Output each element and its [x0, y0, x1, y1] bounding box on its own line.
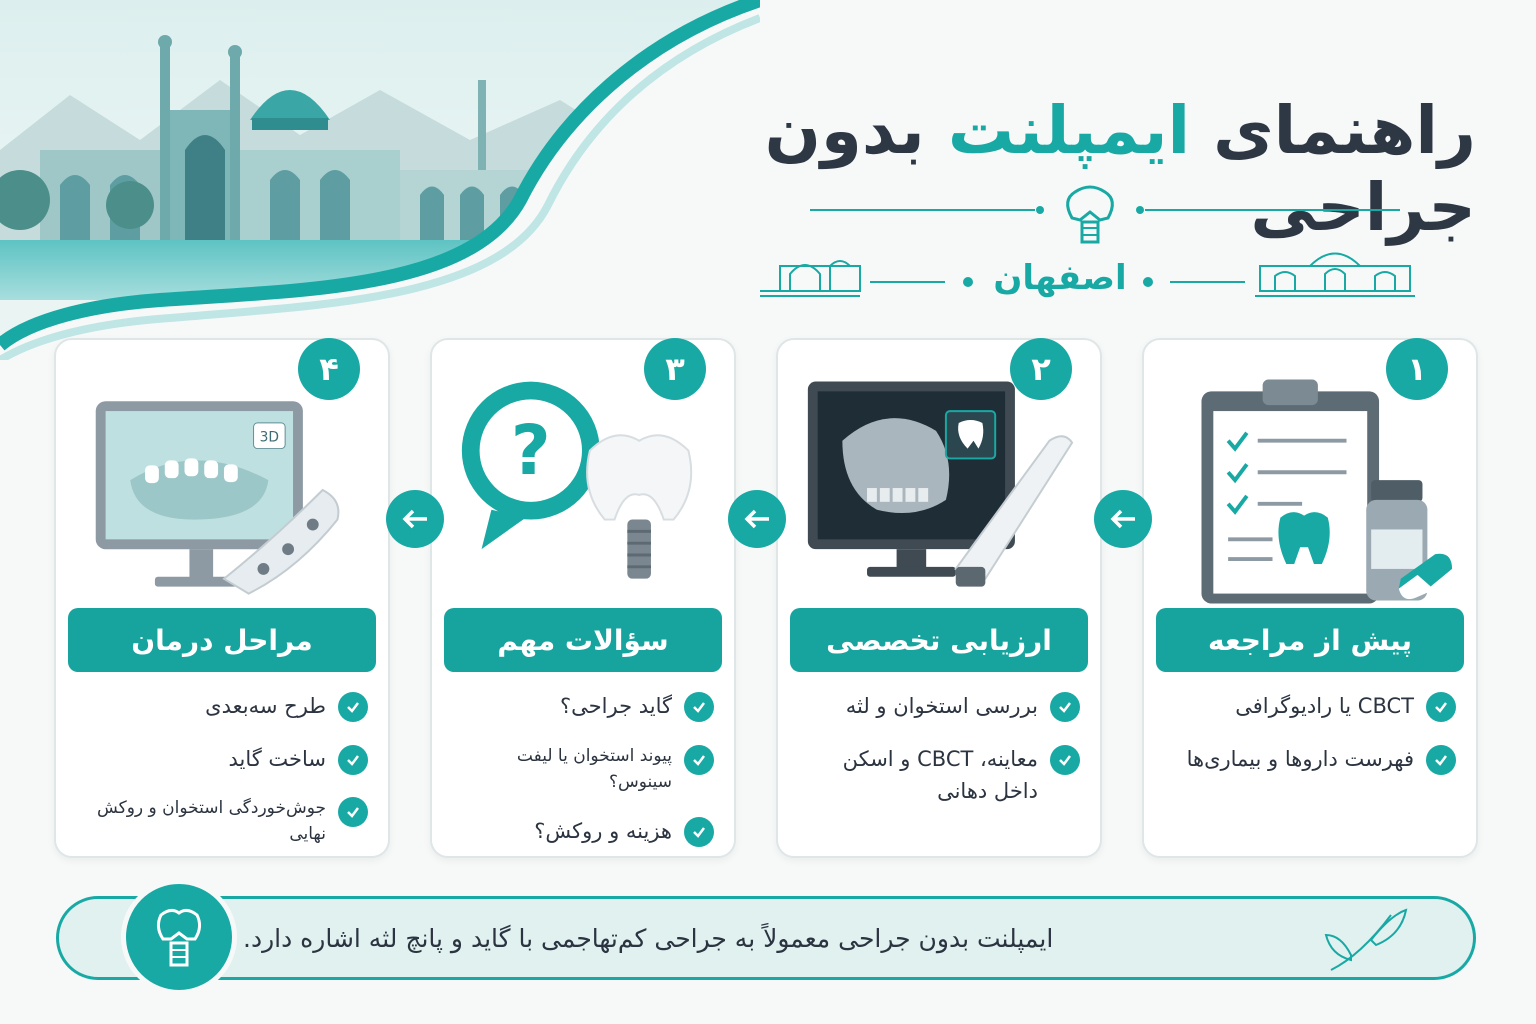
list-item: جوش‌خوردگی استخوان و روکش نهایی: [76, 795, 368, 848]
clipboard-medicine-icon: [1164, 370, 1456, 610]
card-expert-evaluation: [776, 338, 1102, 858]
list-item: CBCT یا رادیوگرافی: [1164, 690, 1456, 723]
title-part1: راهنمای: [1213, 92, 1476, 169]
card-heading: سؤالات مهم: [444, 608, 722, 672]
svg-text:?: ?: [510, 411, 551, 492]
monitor-badge: 3D: [259, 429, 280, 446]
check-icon: [338, 797, 368, 827]
footer-banner: [56, 896, 1476, 980]
check-icon: [684, 692, 714, 722]
card-number: ۲: [1010, 338, 1072, 400]
card-items: [798, 690, 1080, 828]
check-icon: [1426, 692, 1456, 722]
check-icon: [684, 817, 714, 847]
title-accent: ایمپلنت: [947, 92, 1191, 169]
list-item: هزینه و روکش؟: [452, 815, 714, 848]
check-icon: [338, 745, 368, 775]
card-number: ۳: [644, 338, 706, 400]
arrow-left-icon: [1094, 490, 1152, 548]
list-item: معاینه، CBCT و اسکن داخل دهانی: [798, 743, 1080, 808]
3d-monitor-guide-icon: [76, 370, 368, 610]
card-number: ۱: [1386, 338, 1448, 400]
footer-text: ایمپلنت بدون جراحی معمولاً به جراحی کم‌تهاجمی با گاید و پانچ لثه اشاره دارد.: [243, 923, 1054, 953]
list-item: ساخت گاید: [76, 743, 368, 776]
xray-monitor-scanner-icon: [798, 370, 1080, 610]
card-treatment-steps: [54, 338, 390, 858]
card-number: ۴: [298, 338, 360, 400]
arrow-left-icon: [386, 490, 444, 548]
check-icon: [1050, 745, 1080, 775]
leaf-icon: [1321, 905, 1411, 975]
check-icon: [684, 745, 714, 775]
card-important-questions: [430, 338, 736, 858]
question-tooth-implant-icon: [452, 370, 714, 610]
city-label: اصفهان: [993, 258, 1127, 298]
tooth-implant-icon: [121, 879, 237, 995]
check-icon: [1426, 745, 1456, 775]
check-icon: [338, 692, 368, 722]
list-item: بررسی استخوان و لثه: [798, 690, 1080, 723]
card-heading: مراحل درمان: [68, 608, 376, 672]
card-items: [76, 690, 368, 868]
list-item: گاید جراحی؟: [452, 690, 714, 723]
check-icon: [1050, 692, 1080, 722]
title-part2: بدون جراحی: [764, 92, 1476, 246]
card-items: [452, 690, 714, 868]
list-item: طرح سه‌بعدی: [76, 690, 368, 723]
card-heading: ارزیابی تخصصی: [790, 608, 1088, 672]
card-heading: پیش از مراجعه: [1156, 608, 1464, 672]
list-item: فهرست داروها و بیماری‌ها: [1164, 743, 1456, 776]
card-before-visit: [1142, 338, 1478, 858]
arrow-left-icon: [728, 490, 786, 548]
list-item: پیوند استخوان یا لیفت سینوس؟: [452, 743, 714, 796]
card-items: [1164, 690, 1456, 795]
